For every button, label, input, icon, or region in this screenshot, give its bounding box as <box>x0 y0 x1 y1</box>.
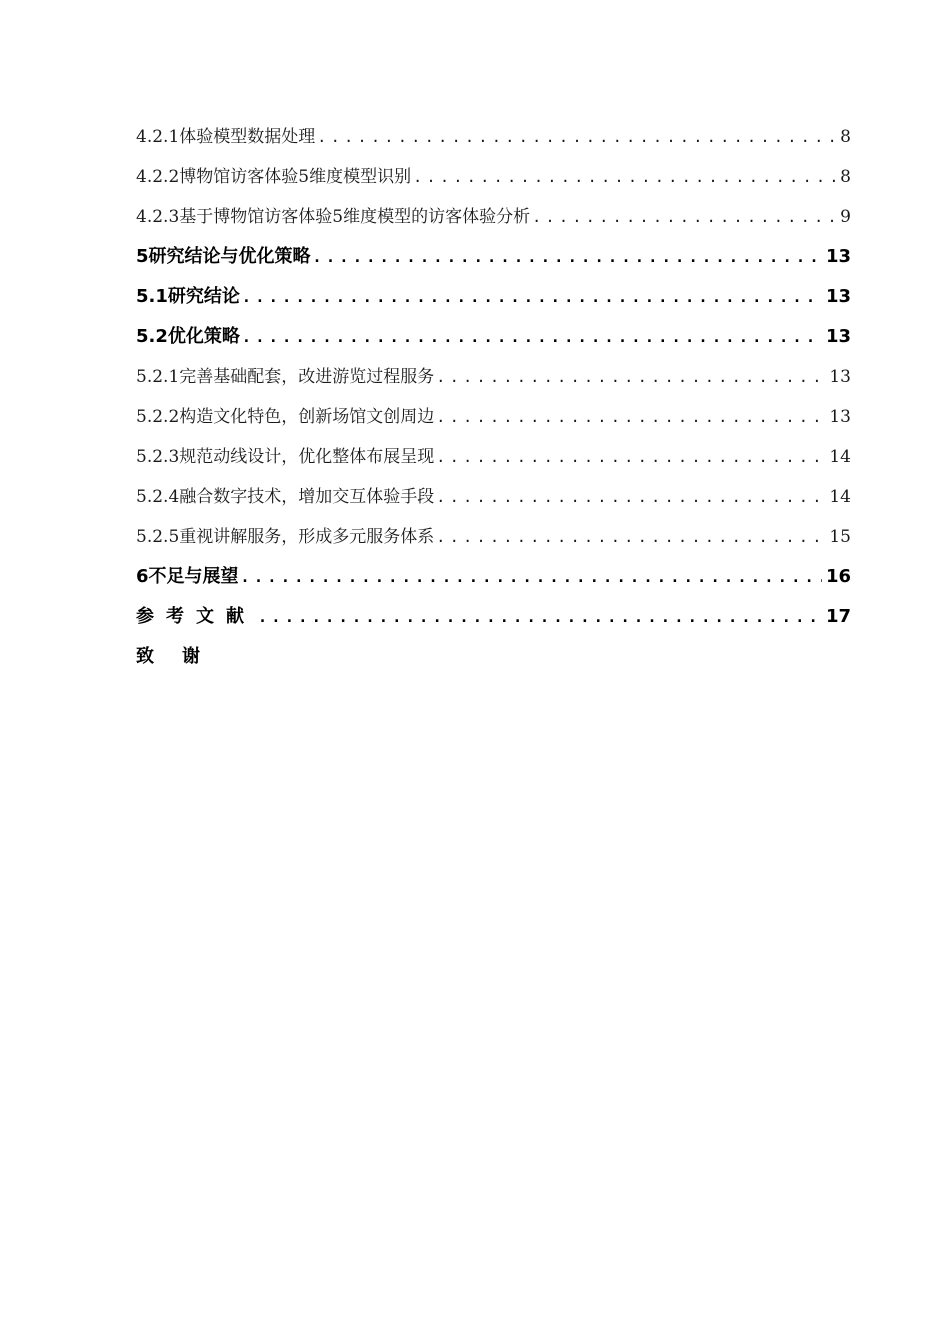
toc-leader-dots <box>258 597 822 637</box>
toc-entry-page: 14 <box>829 447 851 467</box>
toc-entry-5-2-5[interactable] <box>136 517 851 557</box>
toc-leader-dots <box>317 117 836 157</box>
toc-entry-5[interactable] <box>136 237 851 277</box>
toc-entry-page: 13 <box>825 246 851 267</box>
toc-entry-acknowledgements[interactable] <box>136 637 851 677</box>
toc-entry-title: 致谢 <box>136 646 228 667</box>
toc-entry-5-2[interactable] <box>136 317 851 357</box>
toc-entry-references[interactable] <box>136 597 851 637</box>
toc-entry-page: 17 <box>825 606 851 627</box>
toc-entry-title: 5.2.4融合数字技术，增加交互体验手段 <box>136 487 435 507</box>
toc-entry-page: 8 <box>840 167 851 187</box>
toc-entry-5-2-4[interactable] <box>136 477 851 517</box>
toc-entry-page: 13 <box>829 407 851 427</box>
toc-leader-dots <box>242 317 822 357</box>
toc-leader-dots <box>436 397 825 437</box>
toc-entry-page: 16 <box>825 566 851 587</box>
toc-leader-dots <box>241 557 822 597</box>
toc-entry-title: 5.2.5重视讲解服务，形成多元服务体系 <box>136 527 435 547</box>
toc-entry-title: 5.2.1完善基础配套，改进游览过程服务 <box>136 367 435 387</box>
toc-entry-page: 8 <box>840 127 851 147</box>
toc-entry-5-2-1[interactable] <box>136 357 851 397</box>
toc-entry-page: 13 <box>829 367 851 387</box>
toc-entry-4-2-1[interactable] <box>136 117 851 157</box>
toc-entry-4-2-3[interactable] <box>136 197 851 237</box>
toc-leader-dots <box>436 357 825 397</box>
toc-leader-dots <box>436 517 825 557</box>
toc-entry-6[interactable] <box>136 557 851 597</box>
toc-entry-title: 4.2.3基于博物馆访客体验5维度模型的访客体验分析 <box>136 207 531 227</box>
toc-entry-title: 4.2.1体验模型数据处理 <box>136 127 316 147</box>
toc-entry-title: 4.2.2博物馆访客体验5维度模型识别 <box>136 167 412 187</box>
toc-entry-page: 14 <box>829 487 851 507</box>
toc-entry-page: 15 <box>829 527 851 547</box>
table-of-contents <box>136 117 851 677</box>
toc-entry-5-2-2[interactable] <box>136 397 851 437</box>
toc-entry-title: 5.2.3规范动线设计，优化整体布展呈现 <box>136 447 435 467</box>
toc-entry-4-2-2[interactable] <box>136 157 851 197</box>
toc-entry-page: 9 <box>840 207 851 227</box>
toc-entry-page: 13 <box>825 286 851 307</box>
toc-entry-title: 5.2.2构造文化特色，创新场馆文创周边 <box>136 407 435 427</box>
toc-leader-dots <box>413 157 836 197</box>
toc-leader-dots <box>436 437 825 477</box>
toc-entry-title: 5.2优化策略 <box>136 326 240 347</box>
toc-leader-dots <box>436 477 825 517</box>
toc-entry-title: 5.1研究结论 <box>136 286 240 307</box>
toc-entry-page: 13 <box>825 326 851 347</box>
toc-entry-5-1[interactable] <box>136 277 851 317</box>
toc-leader-dots <box>313 237 822 277</box>
toc-entry-title: 6不足与展望 <box>136 566 239 587</box>
toc-entry-5-2-3[interactable] <box>136 437 851 477</box>
toc-entry-title: 参考文献 <box>136 606 256 627</box>
toc-entry-title: 5研究结论与优化策略 <box>136 246 311 267</box>
toc-leader-dots <box>242 277 822 317</box>
toc-leader-dots <box>532 197 836 237</box>
